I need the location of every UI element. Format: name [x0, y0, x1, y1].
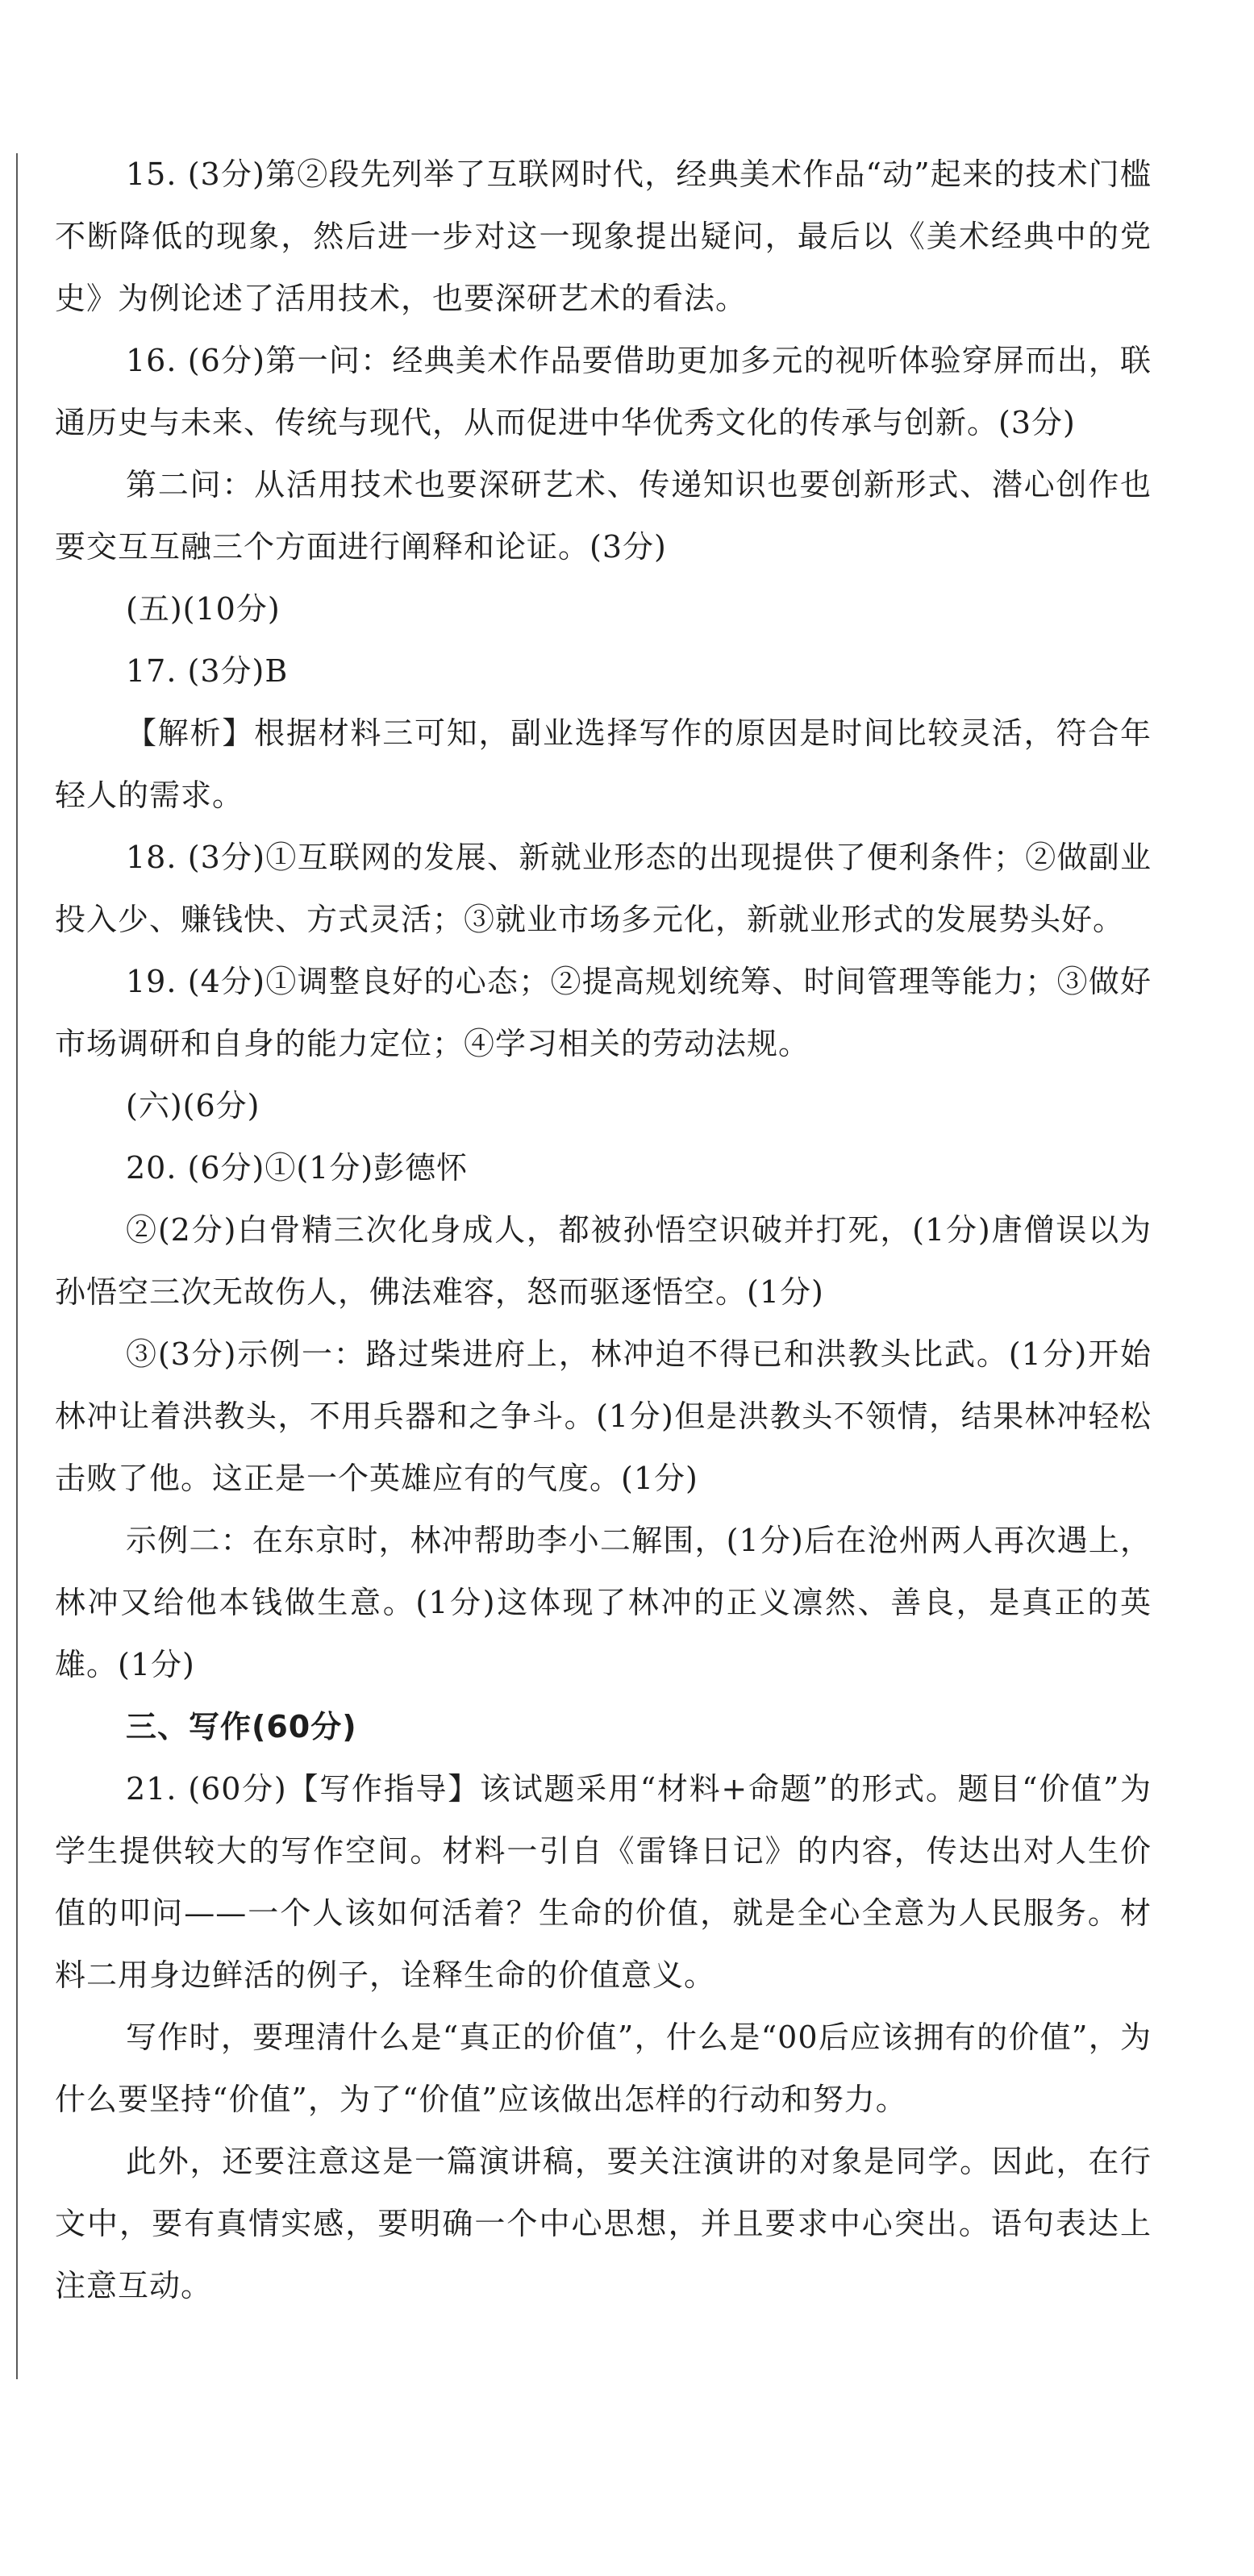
answer-16-part2: 第二问：从活用技术也要深研艺术、传递知识也要创新形式、潜心创作也要交互互融三个方面进行阐释和论证。(3分) [55, 467, 1152, 565]
answer-16-part1: 16. (6分)第一问：经典美术作品要借助更加多元的视听体验穿屏而出，联通历史与未来、传统与现代，从而促进中华优秀文化的传承与创新。(3分) [55, 343, 1152, 440]
section-6-heading: (六)(6分) [126, 1088, 260, 1123]
answer-15: 15. (3分)第②段先列举了互联网时代，经典美术作品“动”起来的技术门槛不断降低的现象，然后进一步对这一现象提出疑问，最后以《美术经典中的党史》为例论述了活用技术，也要深研艺术的看法。 [55, 156, 1152, 316]
answer-18: 18. (3分)①互联网的发展、新就业形态的出现提供了便利条件；②做副业投入少、赚钱快、方式灵活；③就业市场多元化，新就业形式的发展势头好。 [55, 840, 1152, 937]
answer-21-writing-tips: 写作时，要理清什么是“真正的价值”，什么是“00后应该拥有的价值”，为什么要坚持“价值”，为了“价值”应该做出怎样的行动和努力。 [55, 2020, 1152, 2117]
answer-21-guidance: 21. (60分)【写作指导】该试题采用“材料+命题”的形式。题目“价值”为学生提供较大的写作空间。材料一引自《雷锋日记》的内容，传达出对人生价值的叩问——一个人该如何活着？生命的价值，就是全心全意为人民服务。材料二用身边鲜活的例子，诠释生命的价值意义。 [55, 1771, 1152, 1993]
answer-20-part1: 20. (6分)①(1分)彭德怀 [126, 1150, 469, 1186]
answer-content [55, 144, 1152, 2317]
answer-20-part2: ②(2分)白骨精三次化身成人，都被孙悟空识破并打死，(1分)唐僧误以为孙悟空三次无故伤人，佛法难容，怒而驱逐悟空。(1分) [55, 1212, 1152, 1310]
section-5-heading: (五)(10分) [126, 591, 281, 627]
answer-17: 17. (3分)B [126, 653, 289, 689]
margin-rule [16, 153, 18, 2379]
answer-20-part3-example2: 示例二：在东京时，林冲帮助李小二解围，(1分)后在沧州两人再次遇上，林冲又给他本钱做生意。(1分)这体现了林冲的正义凛然、善良，是真正的英雄。(1分) [55, 1523, 1152, 1682]
answer-17-analysis: 【解析】根据材料三可知，副业选择写作的原因是时间比较灵活，符合年轻人的需求。 [55, 715, 1152, 813]
writing-section-heading: 三、写作(60分) [126, 1709, 357, 1744]
answer-21-speech-notes: 此外，还要注意这是一篇演讲稿，要关注演讲的对象是同学。因此，在行文中，要有真情实感，要明确一个中心思想，并且要求中心突出。语句表达上注意互动。 [55, 2144, 1152, 2303]
answer-19: 19. (4分)①调整良好的心态；②提高规划统筹、时间管理等能力；③做好市场调研和自身的能力定位；④学习相关的劳动法规。 [55, 964, 1152, 1061]
answer-20-part3-example1: ③(3分)示例一：路过柴进府上，林冲迫不得已和洪教头比武。(1分)开始林冲让着洪教头，不用兵器和之争斗。(1分)但是洪教头不领情，结果林冲轻松击败了他。这正是一个英雄应有的气度。(1分) [55, 1336, 1152, 1496]
